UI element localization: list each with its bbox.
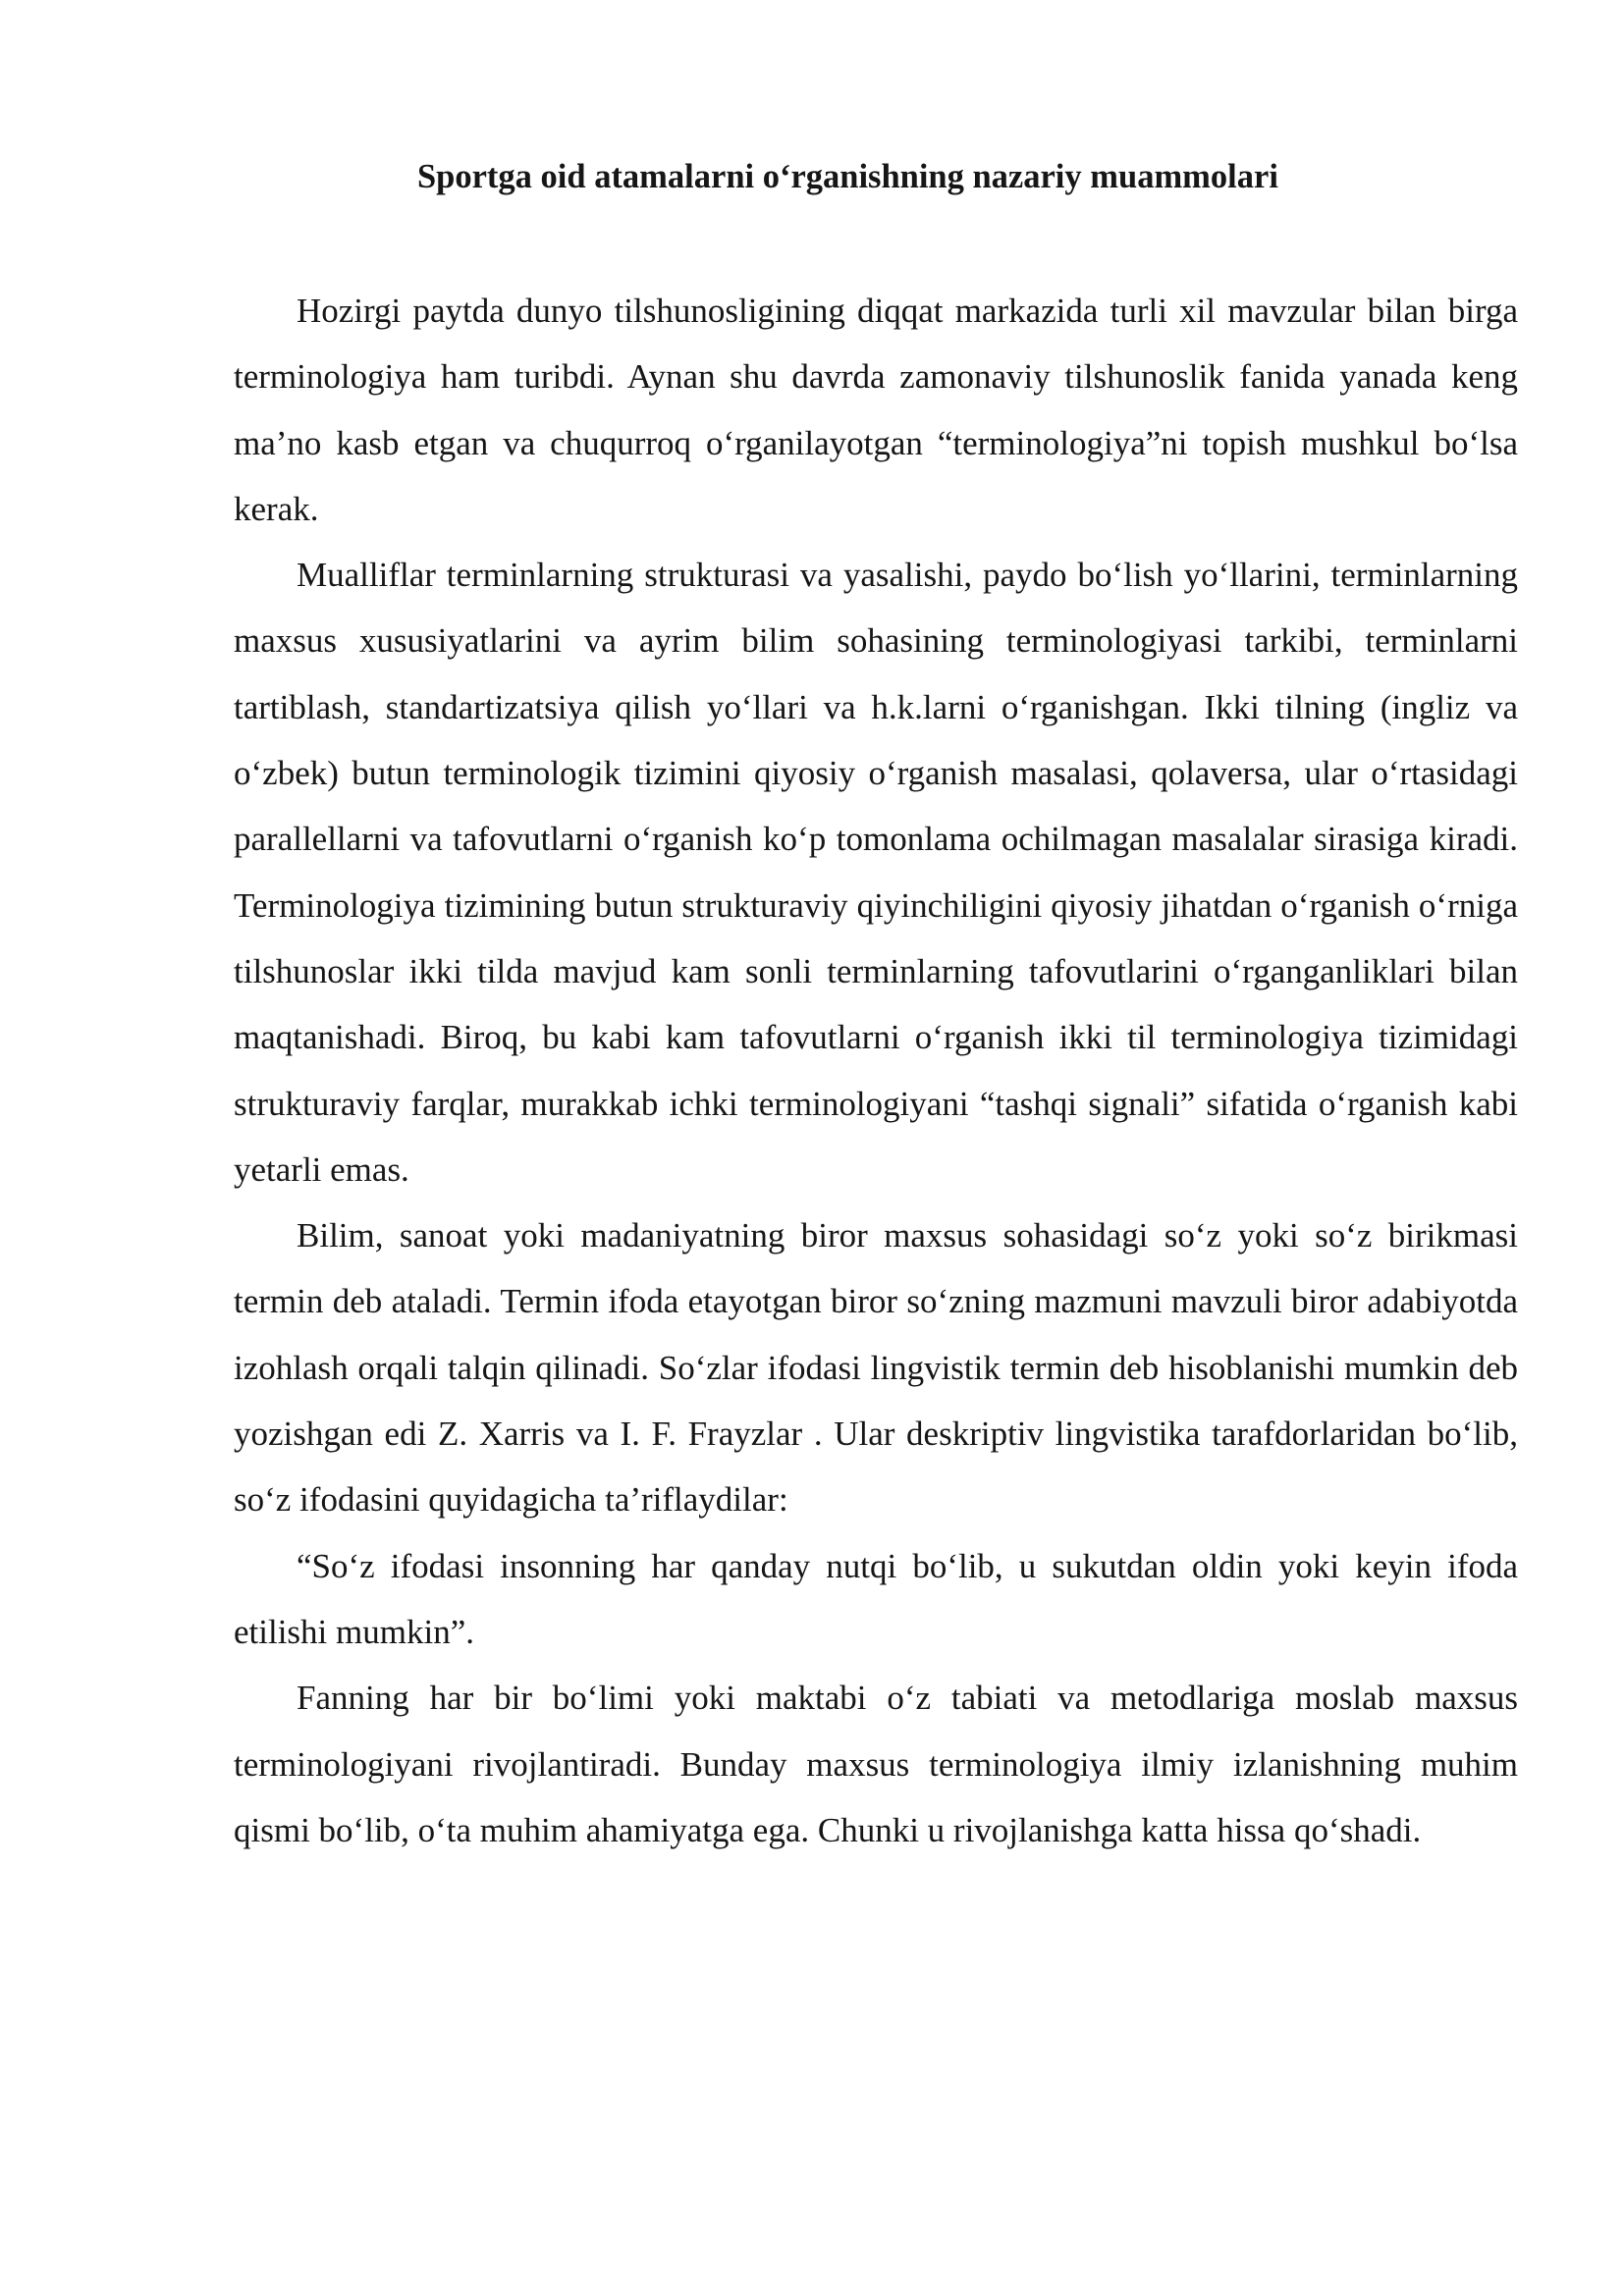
paragraph-quote: “So‘z ifodasi insonning har qanday nutqi bo‘lib, u sukutdan oldin yoki keyin ifoda etilishi mumkin”. — [234, 1546, 1518, 1651]
document-title: Sportga oid atamalarni o‘rganishning nazariy muammolari — [417, 158, 1278, 195]
paragraph-special-terminology: Fanning har bir bo‘limi yoki maktabi o‘z tabiati va metodlariga moslab maxsus terminologiyani rivojlantiradi. Bunday maxsus terminologiya ilmiy izlanishning muhim qismi bo‘lib, o‘ta muhim ahamiyatga ega. Chunki u rivojlanishga katta hissa qo‘shadi. — [234, 1679, 1518, 1849]
paragraph-terminology-focus: Hozirgi paytda dunyo tilshunosligining diqqat markazida turli xil mavzular bilan birga terminologiya ham turibdi. Aynan shu davrda zamonaviy tilshunoslik fanida yanada keng ma’no kasb etgan va chuqurroq o‘rganilayotgan “terminologiya”ni topish mushkul bo‘lsa kerak. — [234, 292, 1518, 528]
document-body — [234, 278, 1518, 1863]
paragraph-term-definition: Bilim, sanoat yoki madaniyatning biror maxsus sohasidagi so‘z yoki so‘z birikmasi termin deb ataladi. Termin ifoda etayotgan biror so‘zning mazmuni mavzuli biror adabiyotda izohlash orqali talqin qilinadi. So‘zlar ifodasi lingvistik termin deb hisoblanishi mumkin deb yozishgan edi Z. Xarris va I. F. Frayzlar . Ular deskriptiv lingvistika tarafdorlaridan bo‘lib, so‘z ifodasini quyidagicha ta’riflaydilar: — [234, 1216, 1518, 1520]
paragraph-authors-research: Mualliflar terminlarning strukturasi va yasalishi, paydo bo‘lish yo‘llarini, terminlarning maxsus xususiyatlarini va ayrim bilim sohasining terminologiyasi tarkibi, terminlarni tartiblash, standartizatsiya qilish yo‘llari va h.k.larni o‘rganishgan. Ikki tilning (ingliz va o‘zbek) butun terminologik tizimini qiyosiy o‘rganish masalasi, qolaversa, ular o‘rtasidagi parallellarni va tafovutlarni o‘rganish ko‘p tomonlama ochilmagan masalalar sirasiga kiradi. Terminologiya tizimining butun strukturaviy qiyinchiligini qiyosiy jihatdan o‘rganish o‘rniga tilshunoslar ikki tilda mavjud kam sonli terminlarning tafovutlarini o‘rganganliklari bilan maqtanishadi. Biroq, bu kabi kam tafovutlarni o‘rganish ikki til terminologiya tizimidagi strukturaviy farqlar, murakkab ichki terminologiyani “tashqi signali” sifatida o‘rganish kabi yetarli emas. — [234, 556, 1518, 1189]
